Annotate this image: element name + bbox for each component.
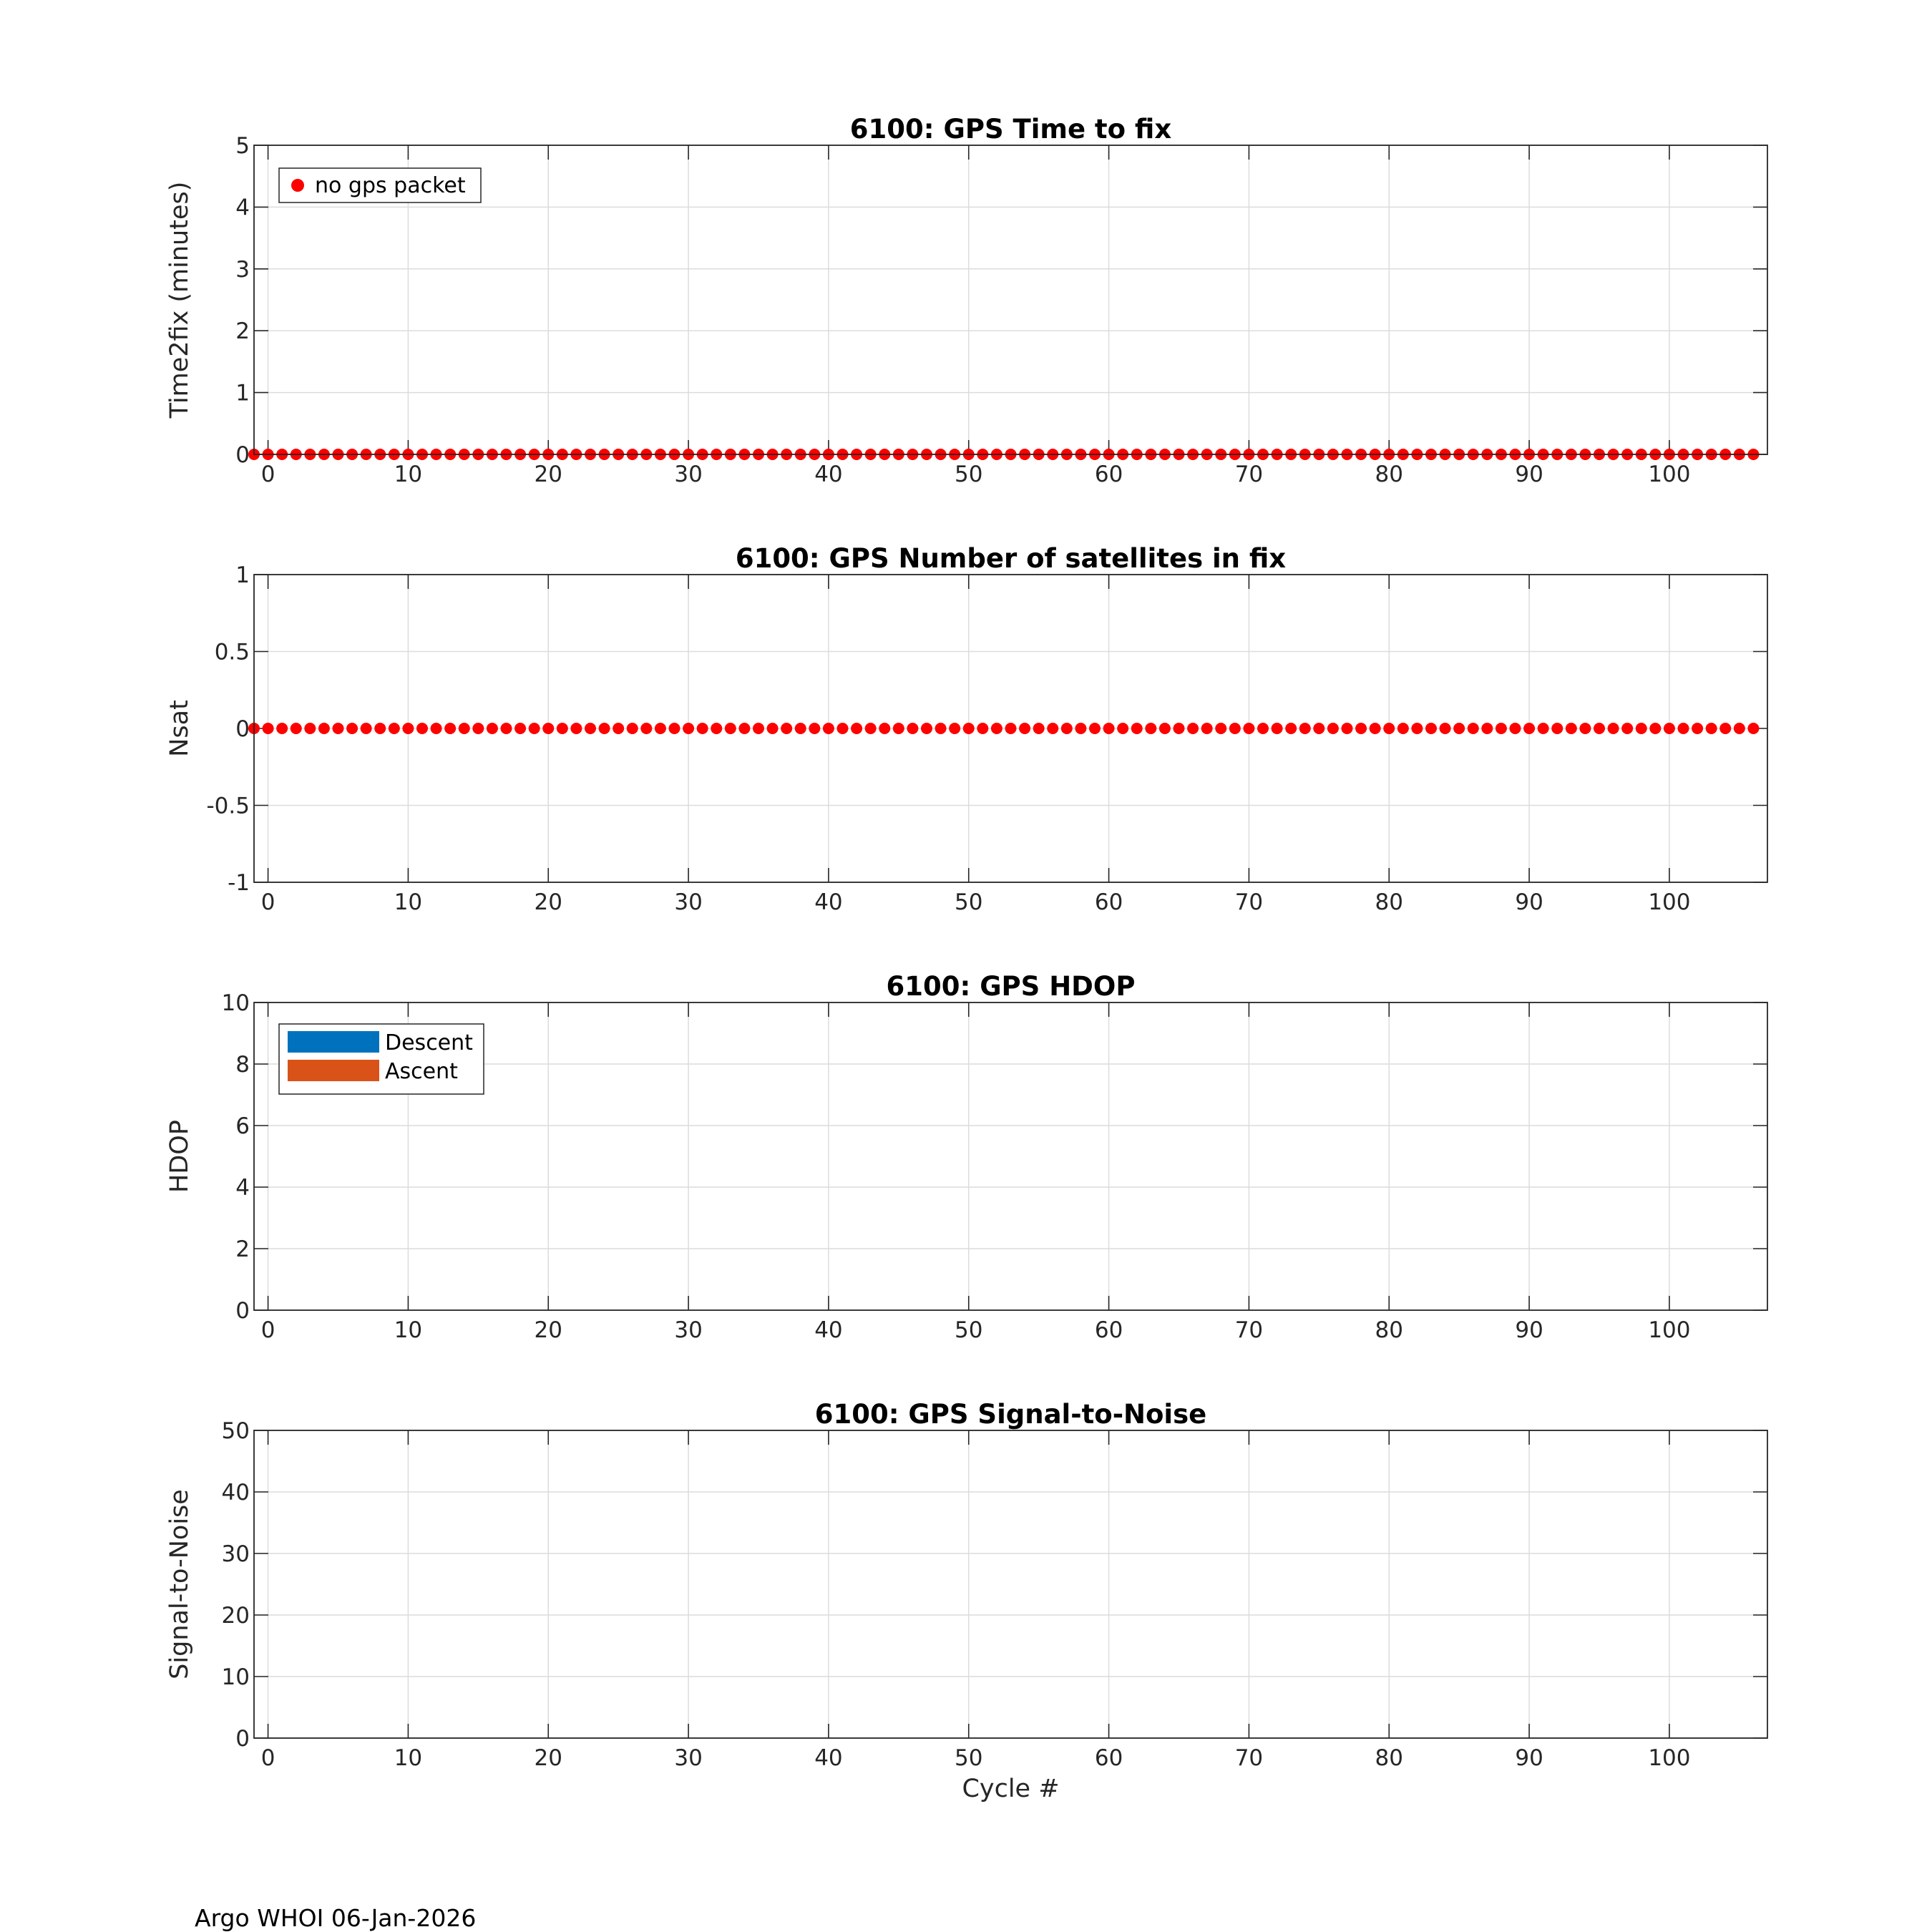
- x-tick-label: 40: [814, 889, 843, 915]
- axes-box: [254, 1430, 1767, 1738]
- y-tick-label: 0: [235, 1726, 250, 1752]
- x-tick-label: 60: [1094, 1317, 1123, 1343]
- data-point: [697, 723, 708, 734]
- x-tick-label: 90: [1515, 1745, 1543, 1771]
- x-tick-label: 40: [814, 462, 843, 487]
- data-point: [1481, 723, 1493, 734]
- data-point: [374, 723, 386, 734]
- x-tick-label: 90: [1515, 1317, 1543, 1343]
- data-point: [542, 723, 554, 734]
- x-tick-label: 10: [394, 462, 423, 487]
- data-point: [444, 723, 456, 734]
- x-tick-label: 70: [1234, 889, 1264, 915]
- data-point: [1327, 723, 1339, 734]
- data-point: [318, 723, 330, 734]
- data-point: [1594, 723, 1605, 734]
- data-point: [627, 723, 638, 734]
- data-point: [725, 723, 736, 734]
- x-tick-label: 50: [955, 889, 983, 915]
- y-tick-label: 5: [235, 133, 250, 159]
- data-point: [263, 723, 274, 734]
- y-tick-label: 0: [235, 442, 250, 468]
- subplot-3: [165, 971, 1767, 1343]
- y-tick-label: 2: [235, 1236, 250, 1262]
- y-tick-label: 0.5: [214, 639, 250, 665]
- y-axis-label: HDOP: [165, 1120, 194, 1193]
- data-point: [585, 723, 596, 734]
- data-point: [501, 723, 512, 734]
- x-tick-label: 60: [1094, 462, 1123, 487]
- data-point: [599, 723, 610, 734]
- data-point: [935, 723, 947, 734]
- chart-title: 6100: GPS Signal-to-Noise: [814, 1399, 1207, 1430]
- x-tick-label: 100: [1648, 1317, 1691, 1343]
- data-point: [1747, 723, 1759, 734]
- subplot-2: [165, 543, 1767, 915]
- data-point: [1579, 723, 1591, 734]
- data-point: [570, 723, 582, 734]
- x-tick-label: 10: [394, 1745, 423, 1771]
- y-tick-label: 2: [235, 318, 250, 345]
- x-tick-label: 90: [1515, 889, 1543, 915]
- y-tick-label: 0: [235, 716, 250, 742]
- data-point: [711, 723, 722, 734]
- data-point: [823, 723, 834, 734]
- legend-label: Ascent: [385, 1059, 458, 1084]
- data-point: [1257, 723, 1269, 734]
- data-point: [1397, 723, 1409, 734]
- data-point: [1174, 723, 1185, 734]
- data-point: [1370, 723, 1381, 734]
- x-tick-label: 50: [955, 1745, 983, 1771]
- y-tick-label: 30: [221, 1541, 250, 1567]
- data-point: [1719, 723, 1731, 734]
- x-tick-label: 30: [674, 1317, 703, 1343]
- data-point: [683, 723, 694, 734]
- data-point: [1019, 723, 1030, 734]
- data-point: [977, 723, 988, 734]
- y-tick-label: 1: [235, 562, 250, 588]
- data-point: [865, 723, 877, 734]
- data-point: [669, 723, 680, 734]
- data-point: [514, 723, 526, 734]
- data-point: [1496, 723, 1507, 734]
- data-point: [949, 723, 960, 734]
- data-point: [346, 723, 358, 734]
- y-tick-label: 10: [221, 990, 250, 1016]
- data-point: [472, 723, 484, 734]
- data-point: [837, 723, 849, 734]
- y-tick-label: 4: [235, 1175, 250, 1201]
- data-point: [1510, 723, 1521, 734]
- x-tick-label: 40: [814, 1745, 843, 1771]
- data-point: [1201, 723, 1213, 734]
- data-point: [1692, 723, 1703, 734]
- data-point: [1706, 723, 1717, 734]
- x-tick-label: 70: [1234, 1745, 1264, 1771]
- y-tick-label: 8: [235, 1052, 250, 1078]
- data-point: [1159, 723, 1171, 734]
- data-point: [1103, 723, 1115, 734]
- y-axis-label: Time2fix (minutes): [165, 181, 194, 419]
- chart-title: 6100: GPS HDOP: [886, 971, 1136, 1002]
- data-point: [893, 723, 904, 734]
- data-point: [1538, 723, 1549, 734]
- data-point: [1285, 723, 1297, 734]
- x-tick-label: 0: [260, 1745, 275, 1771]
- data-point: [1061, 723, 1073, 734]
- x-tick-label: 70: [1234, 1317, 1264, 1343]
- data-point: [1131, 723, 1143, 734]
- data-point: [1005, 723, 1017, 734]
- data-point: [1440, 723, 1451, 734]
- x-axis-label: Cycle #: [962, 1775, 1060, 1803]
- data-point: [1453, 723, 1465, 734]
- data-point: [1678, 723, 1689, 734]
- y-tick-label: 6: [235, 1113, 250, 1139]
- y-axis-label: Nsat: [165, 700, 194, 757]
- x-tick-label: 100: [1648, 462, 1691, 487]
- legend: [279, 168, 481, 203]
- x-tick-label: 20: [534, 1745, 562, 1771]
- data-point: [1664, 723, 1675, 734]
- data-point: [640, 723, 652, 734]
- data-point: [276, 723, 288, 734]
- y-tick-label: -0.5: [206, 793, 250, 819]
- y-tick-label: 50: [221, 1418, 250, 1444]
- x-tick-label: 30: [674, 462, 703, 487]
- data-point: [1468, 723, 1479, 734]
- data-point: [333, 723, 344, 734]
- data-point: [1523, 723, 1535, 734]
- legend-swatch: [288, 1060, 379, 1081]
- data-point: [753, 723, 764, 734]
- data-point: [402, 723, 414, 734]
- x-tick-label: 50: [955, 462, 983, 487]
- data-point: [1313, 723, 1324, 734]
- y-tick-label: 10: [221, 1664, 250, 1690]
- data-point: [1566, 723, 1577, 734]
- data-point: [809, 723, 820, 734]
- x-tick-label: 60: [1094, 889, 1123, 915]
- data-point: [907, 723, 918, 734]
- x-tick-label: 90: [1515, 462, 1543, 487]
- data-point: [1117, 723, 1128, 734]
- x-tick-label: 10: [394, 1317, 423, 1343]
- data-point: [361, 723, 372, 734]
- data-point: [921, 723, 932, 734]
- x-tick-label: 20: [534, 1317, 562, 1343]
- data-point: [1187, 723, 1199, 734]
- subplots: [165, 114, 1767, 1803]
- data-point: [963, 723, 975, 734]
- y-axis-label: Signal-to-Noise: [165, 1489, 194, 1679]
- data-point: [459, 723, 470, 734]
- data-point: [767, 723, 779, 734]
- data-point: [1299, 723, 1311, 734]
- data-point: [431, 723, 442, 734]
- data-point: [416, 723, 428, 734]
- data-point: [1636, 723, 1647, 734]
- x-tick-label: 80: [1375, 462, 1403, 487]
- data-point: [795, 723, 806, 734]
- data-point: [487, 723, 498, 734]
- data-point: [738, 723, 750, 734]
- data-point: [1608, 723, 1619, 734]
- data-point: [1621, 723, 1633, 734]
- y-tick-label: 1: [235, 380, 250, 406]
- data-point: [1089, 723, 1101, 734]
- data-point: [851, 723, 862, 734]
- chart-title: 6100: GPS Time to fix: [849, 114, 1172, 145]
- x-tick-label: 60: [1094, 1745, 1123, 1771]
- x-tick-label: 0: [260, 462, 275, 487]
- chart-title: 6100: GPS Number of satellites in fix: [735, 543, 1287, 574]
- data-point: [389, 723, 400, 734]
- subplot-1: [165, 114, 1767, 487]
- data-point: [304, 723, 316, 734]
- y-tick-label: 40: [221, 1480, 250, 1506]
- x-tick-label: 20: [534, 462, 562, 487]
- x-tick-label: 80: [1375, 1317, 1403, 1343]
- data-point: [1229, 723, 1241, 734]
- legend: [279, 1024, 484, 1094]
- x-tick-label: 100: [1648, 1745, 1691, 1771]
- data-point: [1342, 723, 1353, 734]
- data-point: [1411, 723, 1423, 734]
- x-tick-label: 50: [955, 1317, 983, 1343]
- legend-label: Descent: [385, 1030, 473, 1055]
- data-point: [1243, 723, 1254, 734]
- data-point: [1075, 723, 1086, 734]
- data-point: [1215, 723, 1226, 734]
- legend-swatch: [288, 1031, 379, 1053]
- data-point: [1734, 723, 1745, 734]
- data-point: [879, 723, 890, 734]
- data-point: [613, 723, 624, 734]
- data-point: [655, 723, 666, 734]
- x-tick-label: 10: [394, 889, 423, 915]
- x-tick-label: 30: [674, 1745, 703, 1771]
- data-point: [1425, 723, 1437, 734]
- data-point: [529, 723, 540, 734]
- data-point: [1272, 723, 1283, 734]
- x-tick-label: 0: [260, 889, 275, 915]
- data-point: [991, 723, 1002, 734]
- y-tick-label: 3: [235, 256, 250, 283]
- x-tick-label: 20: [534, 889, 562, 915]
- legend-marker: [291, 179, 304, 192]
- data-point: [781, 723, 792, 734]
- x-tick-label: 80: [1375, 1745, 1403, 1771]
- legend-label: no gps packet: [315, 173, 466, 198]
- x-tick-label: 80: [1375, 889, 1403, 915]
- data-point: [1355, 723, 1367, 734]
- data-point: [1649, 723, 1661, 734]
- data-point: [1033, 723, 1045, 734]
- data-point: [1047, 723, 1058, 734]
- footer-text: Argo WHOI 06-Jan-2026: [195, 1904, 477, 1932]
- x-tick-label: 100: [1648, 889, 1691, 915]
- data-point: [1145, 723, 1156, 734]
- data-point: [557, 723, 568, 734]
- x-tick-label: 30: [674, 889, 703, 915]
- y-tick-label: 0: [235, 1298, 250, 1324]
- data-point: [1383, 723, 1395, 734]
- x-tick-label: 40: [814, 1317, 843, 1343]
- y-tick-label: -1: [228, 870, 250, 896]
- subplot-4: [165, 1399, 1767, 1803]
- y-tick-label: 20: [221, 1603, 250, 1629]
- y-tick-label: 4: [235, 195, 250, 221]
- x-tick-label: 70: [1234, 462, 1264, 487]
- data-point: [1551, 723, 1563, 734]
- data-point: [291, 723, 302, 734]
- x-tick-label: 0: [260, 1317, 275, 1343]
